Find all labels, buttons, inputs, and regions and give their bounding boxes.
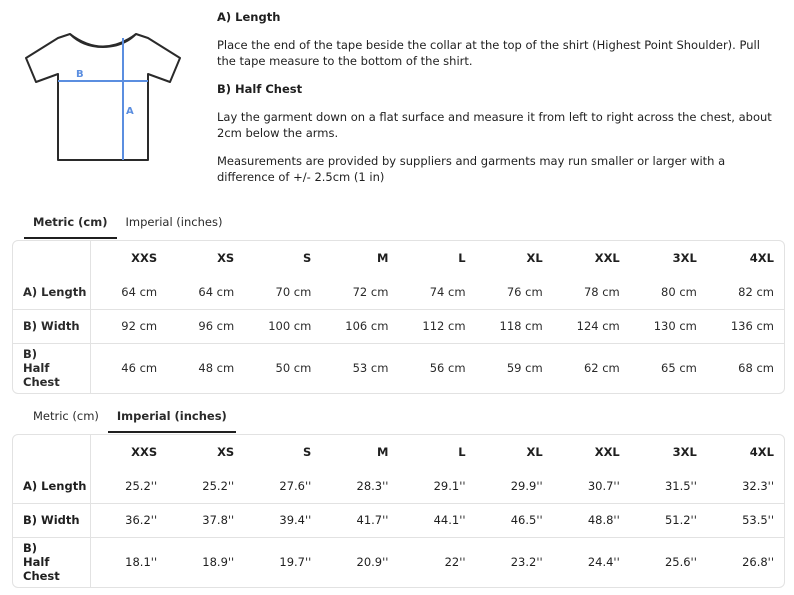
table-row (13, 503, 784, 537)
table-cell: 48.8'' (553, 503, 630, 537)
size-header-xxl: XXL (594, 445, 620, 459)
table-cell: 72 cm (321, 275, 398, 309)
row-label: B) Width (13, 309, 90, 343)
measurement-note: Measurements are provided by suppliers and garments may run smaller or larger with a difference of +/- 2.5cm (1 in) (217, 154, 726, 184)
table-cell: 50 cm (275, 361, 312, 376)
size-header-xs: XS (217, 251, 235, 265)
table-cell: 78 cm (553, 275, 630, 309)
table-cell: 20.9'' (356, 555, 389, 570)
table-cell: 118 cm (476, 309, 553, 343)
table-cell: 22'' (444, 555, 466, 570)
diagram-label-a: A (126, 106, 134, 117)
imperial-size-table (12, 434, 785, 588)
table-cell: 62 cm (583, 361, 620, 376)
table-cell: 29.9'' (476, 469, 553, 503)
table-cell: 32.3'' (707, 469, 784, 503)
row-label: A) Length (13, 275, 90, 309)
tab-metric[interactable]: Metric (cm) (33, 409, 99, 423)
table-cell: 18.9'' (202, 555, 235, 570)
length-text: Place the end of the tape beside the collar at the top of the shirt (Highest Point Shoulder). Pull the tape measure to the bottom of the shirt. (217, 38, 760, 68)
table-cell: 30.7'' (553, 469, 630, 503)
table-row (13, 537, 784, 587)
row-label: A) Length (13, 469, 90, 503)
unit-tabs-imperial (24, 403, 236, 433)
chest-text: Lay the garment down on a flat surface and measure it from left to right across the chest, about 2cm below the arms. (217, 110, 772, 140)
table-cell: 36.2'' (90, 503, 167, 537)
size-header-l: L (458, 251, 466, 265)
table-cell: 112 cm (398, 309, 475, 343)
table-cell: 59 cm (506, 361, 543, 376)
table-cell: 46.5'' (476, 503, 553, 537)
table-cell: 76 cm (476, 275, 553, 309)
table-row (13, 343, 784, 393)
table-cell: 136 cm (707, 309, 784, 343)
size-header-3xl: 3XL (672, 445, 697, 459)
table-cell: 27.6'' (244, 469, 321, 503)
table-cell: 64 cm (90, 275, 167, 309)
table-cell: 82 cm (707, 275, 784, 309)
table-cell: 124 cm (553, 309, 630, 343)
table-cell: 28.3'' (321, 469, 398, 503)
size-header-4xl: 4XL (749, 445, 774, 459)
corner-cell (13, 435, 90, 469)
row-label: B) Width (13, 503, 90, 537)
size-header-s: S (303, 251, 312, 265)
table-cell: 106 cm (321, 309, 398, 343)
table-cell: 65 cm (661, 361, 697, 376)
size-header-l: L (458, 445, 466, 459)
tab-metric[interactable]: Metric (cm) (24, 209, 117, 239)
table-cell: 56 cm (429, 361, 466, 376)
table-cell: 31.5'' (630, 469, 707, 503)
size-header-3xl: 3XL (672, 251, 697, 265)
table-cell: 41.7'' (321, 503, 398, 537)
table-cell: 48 cm (198, 361, 235, 376)
size-header-xxl: XXL (594, 251, 620, 265)
size-header-s: S (303, 445, 312, 459)
table-cell: 46 cm (121, 361, 158, 376)
table-cell: 100 cm (244, 309, 321, 343)
table-cell: 25.2'' (167, 469, 244, 503)
metric-header-row (13, 241, 784, 275)
table-cell: 39.4'' (244, 503, 321, 537)
imperial-header-row (13, 435, 784, 469)
table-cell: 25.6'' (664, 555, 697, 570)
size-header-xxs: XXS (131, 445, 158, 459)
row-label: B) Half Chest (13, 343, 90, 393)
tshirt-diagram-icon (22, 30, 184, 166)
table-cell: 130 cm (630, 309, 707, 343)
chest-heading: B) Half Chest (217, 82, 303, 96)
table-cell: 68 cm (738, 361, 774, 376)
length-heading: A) Length (217, 10, 281, 24)
table-cell: 92 cm (90, 309, 167, 343)
table-cell: 26.8'' (742, 555, 774, 570)
corner-cell (13, 241, 90, 275)
size-header-xxs: XXS (131, 251, 158, 265)
size-header-4xl: 4XL (749, 251, 774, 265)
tab-imperial[interactable]: Imperial (inches) (125, 215, 223, 229)
table-cell: 96 cm (167, 309, 244, 343)
table-row (13, 469, 784, 503)
size-guide-header (0, 0, 794, 200)
size-header-xl: XL (526, 251, 543, 265)
table-cell: 25.2'' (90, 469, 167, 503)
table-cell: 37.8'' (167, 503, 244, 537)
table-cell: 24.4'' (587, 555, 620, 570)
table-cell: 18.1'' (125, 555, 158, 570)
size-header-m: M (376, 251, 389, 265)
table-cell: 23.2'' (510, 555, 543, 570)
metric-size-table (12, 240, 785, 394)
table-cell: 19.7'' (279, 555, 312, 570)
size-header-m: M (376, 445, 389, 459)
diagram-label-b: B (76, 69, 84, 80)
table-cell: 53 cm (352, 361, 389, 376)
table-cell: 64 cm (167, 275, 244, 309)
table-cell: 53.5'' (707, 503, 784, 537)
table-row (13, 309, 784, 343)
table-row (13, 275, 784, 309)
table-cell: 70 cm (244, 275, 321, 309)
table-cell: 80 cm (630, 275, 707, 309)
unit-tabs-metric (24, 209, 231, 239)
table-cell: 29.1'' (398, 469, 475, 503)
tab-imperial[interactable]: Imperial (inches) (108, 403, 236, 433)
table-cell: 74 cm (398, 275, 475, 309)
table-cell: 44.1'' (398, 503, 475, 537)
row-label: B) Half Chest (13, 537, 90, 587)
table-cell: 51.2'' (630, 503, 707, 537)
size-header-xs: XS (217, 445, 235, 459)
size-header-xl: XL (526, 445, 543, 459)
measuring-instructions (217, 9, 777, 197)
